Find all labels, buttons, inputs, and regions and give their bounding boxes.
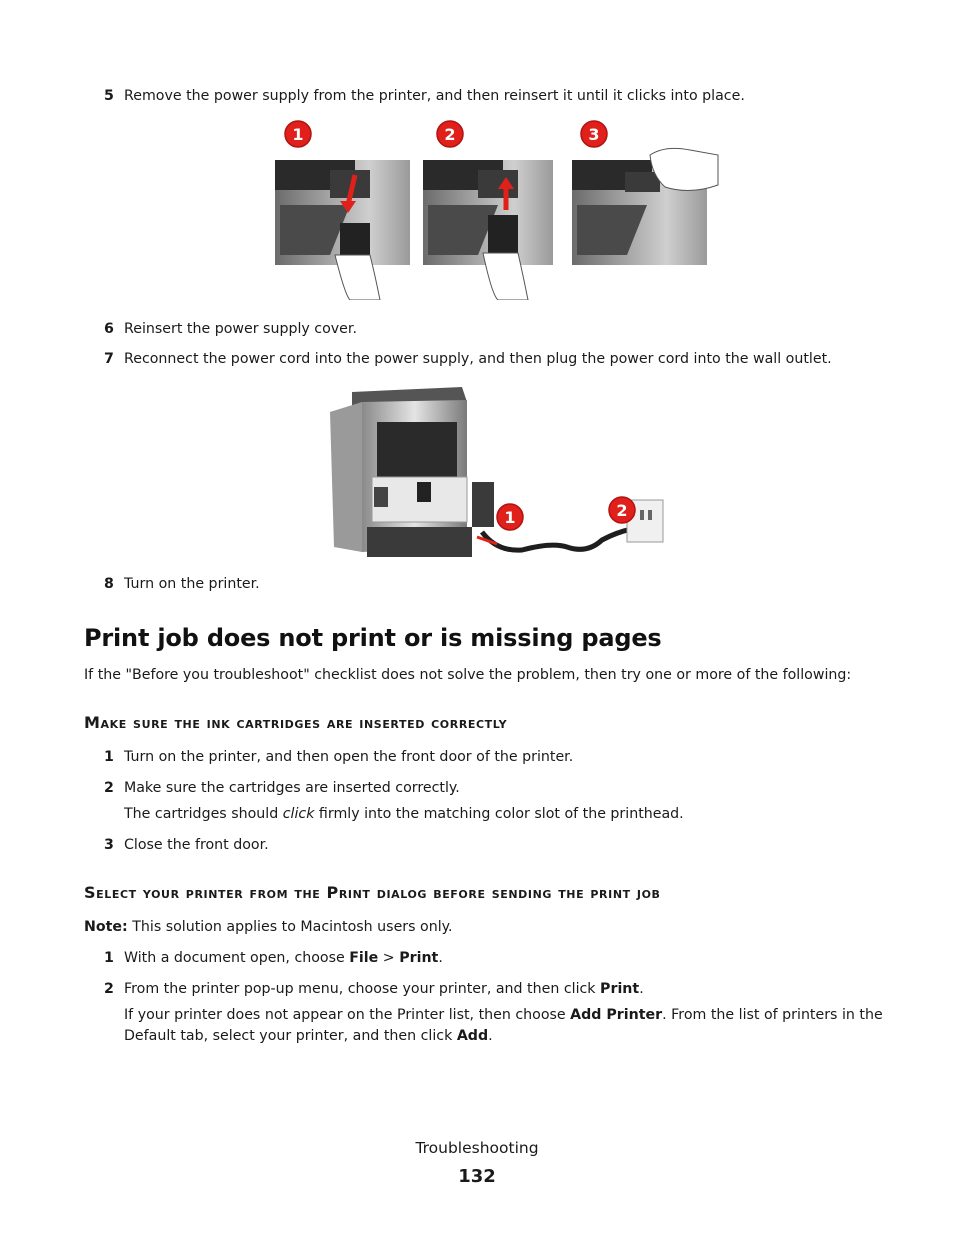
detail-before: The cartridges should bbox=[124, 806, 283, 822]
note-text: This solution applies to Macintosh users only. bbox=[127, 919, 453, 935]
sub2-step-2-number: 2 bbox=[104, 981, 114, 997]
sub1-step-2-number: 2 bbox=[104, 780, 114, 796]
detail-after: firmly into the matching color slot of the printhead. bbox=[314, 806, 684, 822]
d2-post: . bbox=[488, 1028, 493, 1044]
power-cord-figure bbox=[322, 382, 672, 564]
sub2-step-2-text bbox=[124, 980, 644, 998]
add-button-ref: Add bbox=[456, 1028, 489, 1044]
callout-1-icon bbox=[285, 121, 311, 147]
s1-mid: > bbox=[378, 950, 400, 966]
step-7-text: Reconnect the power cord into the power supply, and then plug the power cord into the wall outlet. bbox=[124, 351, 832, 367]
sub2-step-2-detail-line-1 bbox=[124, 1006, 883, 1024]
step-8-number: 8 bbox=[104, 576, 114, 592]
subheading-select-printer: Select your printer from the Print dialog before sending the print job bbox=[84, 883, 661, 902]
s2-pre: From the printer pop-up menu, choose your printer, and then click bbox=[124, 981, 601, 997]
step-7-number: 7 bbox=[104, 351, 114, 367]
file-menu-ref: File bbox=[349, 950, 379, 966]
power-supply-illustration bbox=[270, 115, 720, 300]
callout-3-label: 3 bbox=[588, 125, 600, 144]
callout-2-label: 2 bbox=[616, 501, 628, 520]
d1-pre: If your printer does not appear on the Printer list, then choose bbox=[124, 1007, 571, 1023]
footer-chapter: Troubleshooting bbox=[415, 1139, 539, 1157]
print-button-ref: Print bbox=[600, 981, 640, 997]
section-title: Print job does not print or is missing pages bbox=[84, 624, 662, 652]
panel-1 bbox=[275, 160, 410, 300]
power-cord-illustration bbox=[322, 382, 672, 564]
mac-note bbox=[84, 918, 453, 936]
detail-click: click bbox=[282, 806, 315, 822]
sub1-step-3-number: 3 bbox=[104, 837, 114, 853]
section-intro: If the "Before you troubleshoot" checklist does not solve the problem, then try one or more of the following: bbox=[84, 667, 852, 683]
step-6-text: Reinsert the power supply cover. bbox=[124, 321, 357, 337]
step-5-text: Remove the power supply from the printer, and then reinsert it until it clicks into place. bbox=[124, 88, 745, 104]
sub1-step-2-detail bbox=[124, 805, 684, 823]
callout-2-icon bbox=[609, 497, 635, 523]
sub1-step-3-text: Close the front door. bbox=[124, 837, 269, 853]
step-6-number: 6 bbox=[104, 321, 114, 337]
subheading-ink-cartridges: Make sure the ink cartridges are inserted correctly bbox=[84, 713, 508, 732]
panel-2 bbox=[423, 160, 553, 300]
power-supply-figure bbox=[270, 115, 720, 300]
print-menu-ref: Print bbox=[399, 950, 439, 966]
sub2-step-2-detail-line-2 bbox=[124, 1027, 493, 1045]
step-8-text: Turn on the printer. bbox=[124, 576, 260, 592]
callout-2-icon bbox=[437, 121, 463, 147]
d2-pre: Default tab, select your printer, and then click bbox=[124, 1028, 457, 1044]
note-label: Note: bbox=[84, 919, 128, 935]
callout-1-icon bbox=[497, 504, 523, 530]
sub1-step-2-text: Make sure the cartridges are inserted correctly. bbox=[124, 780, 460, 796]
callout-1-label: 1 bbox=[504, 508, 516, 527]
callout-3-icon bbox=[581, 121, 607, 147]
s2-post: . bbox=[639, 981, 644, 997]
d1-post: . From the list of printers in the bbox=[662, 1007, 883, 1023]
s1-post: . bbox=[438, 950, 443, 966]
s1-pre: With a document open, choose bbox=[124, 950, 350, 966]
sub1-step-1-number: 1 bbox=[104, 749, 114, 765]
step-5-number: 5 bbox=[104, 88, 114, 104]
callout-1-label: 1 bbox=[292, 125, 304, 144]
sub1-step-1-text: Turn on the printer, and then open the front door of the printer. bbox=[124, 749, 574, 765]
sub2-step-1-text bbox=[124, 949, 443, 967]
page-number: 132 bbox=[458, 1166, 496, 1187]
add-printer-ref: Add Printer bbox=[570, 1007, 663, 1023]
sub2-step-1-number: 1 bbox=[104, 950, 114, 966]
panel-3 bbox=[572, 148, 718, 265]
callout-2-label: 2 bbox=[444, 125, 456, 144]
